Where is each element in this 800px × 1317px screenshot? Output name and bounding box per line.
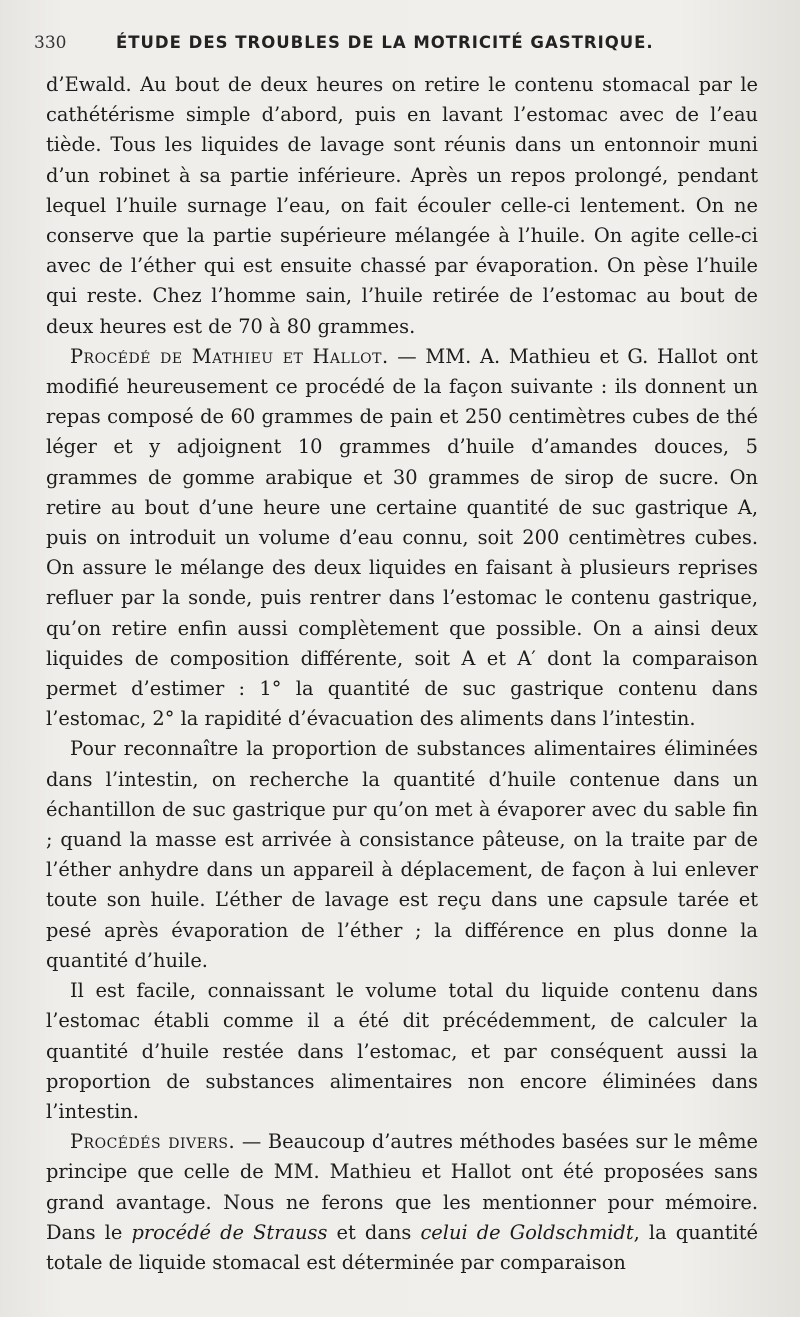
- italic-strauss: procédé de Strauss: [131, 1220, 328, 1244]
- paragraph-1: d’Ewald. Au bout de deux heures on retire le contenu stomacal par le cathétérisme simple d’abord, puis en lavant l’estomac avec de l’eau tiède. Tous les liquides de lavage sont réunis dans un entonnoir muni d’un robinet à sa partie inférieure. Après un repos prolongé, pendant lequel l’huile surnage l’eau, on fait écouler celle-ci lentement. On ne conserve que la partie supérieure mélangée à l’huile. On agite celle-ci avec de l’éther qui est ensuite chassé par évaporation. On pèse l’huile qui reste. Chez l’homme sain, l’huile retirée de l’estomac au bout de deux heures est de 70 à 80 grammes.: [46, 73, 758, 338]
- page-number: 330: [34, 33, 67, 53]
- paragraph-4: Il est facile, connaissant le volume total du liquide contenu dans l’estomac établi comme il a été dit précédemment, de calculer la quantité d’huile restée dans l’estomac, et par conséquent aussi la proportion de substances alimentaires non encore éliminées dans l’intestin.: [46, 979, 758, 1123]
- paragraph-5-text-a: — Beaucoup d’autres méthodes basées sur le même principe que celle de MM. Mathieu et Hallot ont été proposées sans grand avantage. Nous ne ferons que les mentionner pour mémoire. Dans le: [46, 1130, 759, 1244]
- paragraph-3: Pour reconnaître la proportion de substances alimentaires éliminées dans l’intestin, on recherche la quantité d’huile contenue dans un échantillon de suc gastrique pur qu’on met à évaporer avec du sable fin ; quand la masse est arrivée à consistance pâteuse, on la traite par de l’éther anhydre dans un appareil à déplacement, de façon à lui enlever toute son huile. L’éther de lavage est reçu dans une capsule tarée et pesé après évaporation de l’éther ; la différence en plus donne la quantité d’huile.: [46, 737, 758, 972]
- running-title: ÉTUDE DES TROUBLES DE LA MOTRICITÉ GASTRIQUE.: [116, 33, 654, 52]
- section-heading-procedes-divers: Procédés divers.: [70, 1130, 236, 1154]
- italic-goldschmidt: celui de Goldschmidt: [420, 1220, 634, 1244]
- paragraph-5: [46, 1127, 758, 1278]
- page-header: [34, 30, 758, 70]
- paragraph-5-text-b: et dans: [327, 1220, 421, 1244]
- paragraph-5-text-c: , la quantité totale de liquide stomacal est déterminée par comparaison: [46, 1220, 758, 1274]
- paragraph-2-text: — MM. A. Mathieu et G. Hallot ont modifié heureusement ce procédé de la façon suivante : ils donnent un repas composé de 60 grammes de pain et 250 centimètres cubes de thé léger et y adjoignent 10 grammes d’huile d’amandes douces, 5 grammes de gomme arabique et 30 grammes de sirop de sucre. On retire au bout d’une heure une certaine quantité de suc gastrique A, puis on introduit un volume d’eau connu, soit 200 centimètres cubes. On assure le mélange des deux liquides en faisant à plusieurs reprises refluer par la sonde, puis rentrer dans l’estomac le contenu gastrique, qu’on retire enfin aussi complètement que possible. On a ainsi deux liquides de composition différente, soit A et A′ dont la comparaison permet d’estimer : 1° la quantité de suc gastrique contenu dans l’estomac, 2° la rapidité d’évacuation des aliments dans l’intestin.: [46, 344, 758, 731]
- paragraph-2: [46, 342, 758, 735]
- body-text: [46, 70, 758, 1278]
- section-heading-mathieu-hallot: Procédé de Mathieu et Hallot.: [70, 344, 389, 368]
